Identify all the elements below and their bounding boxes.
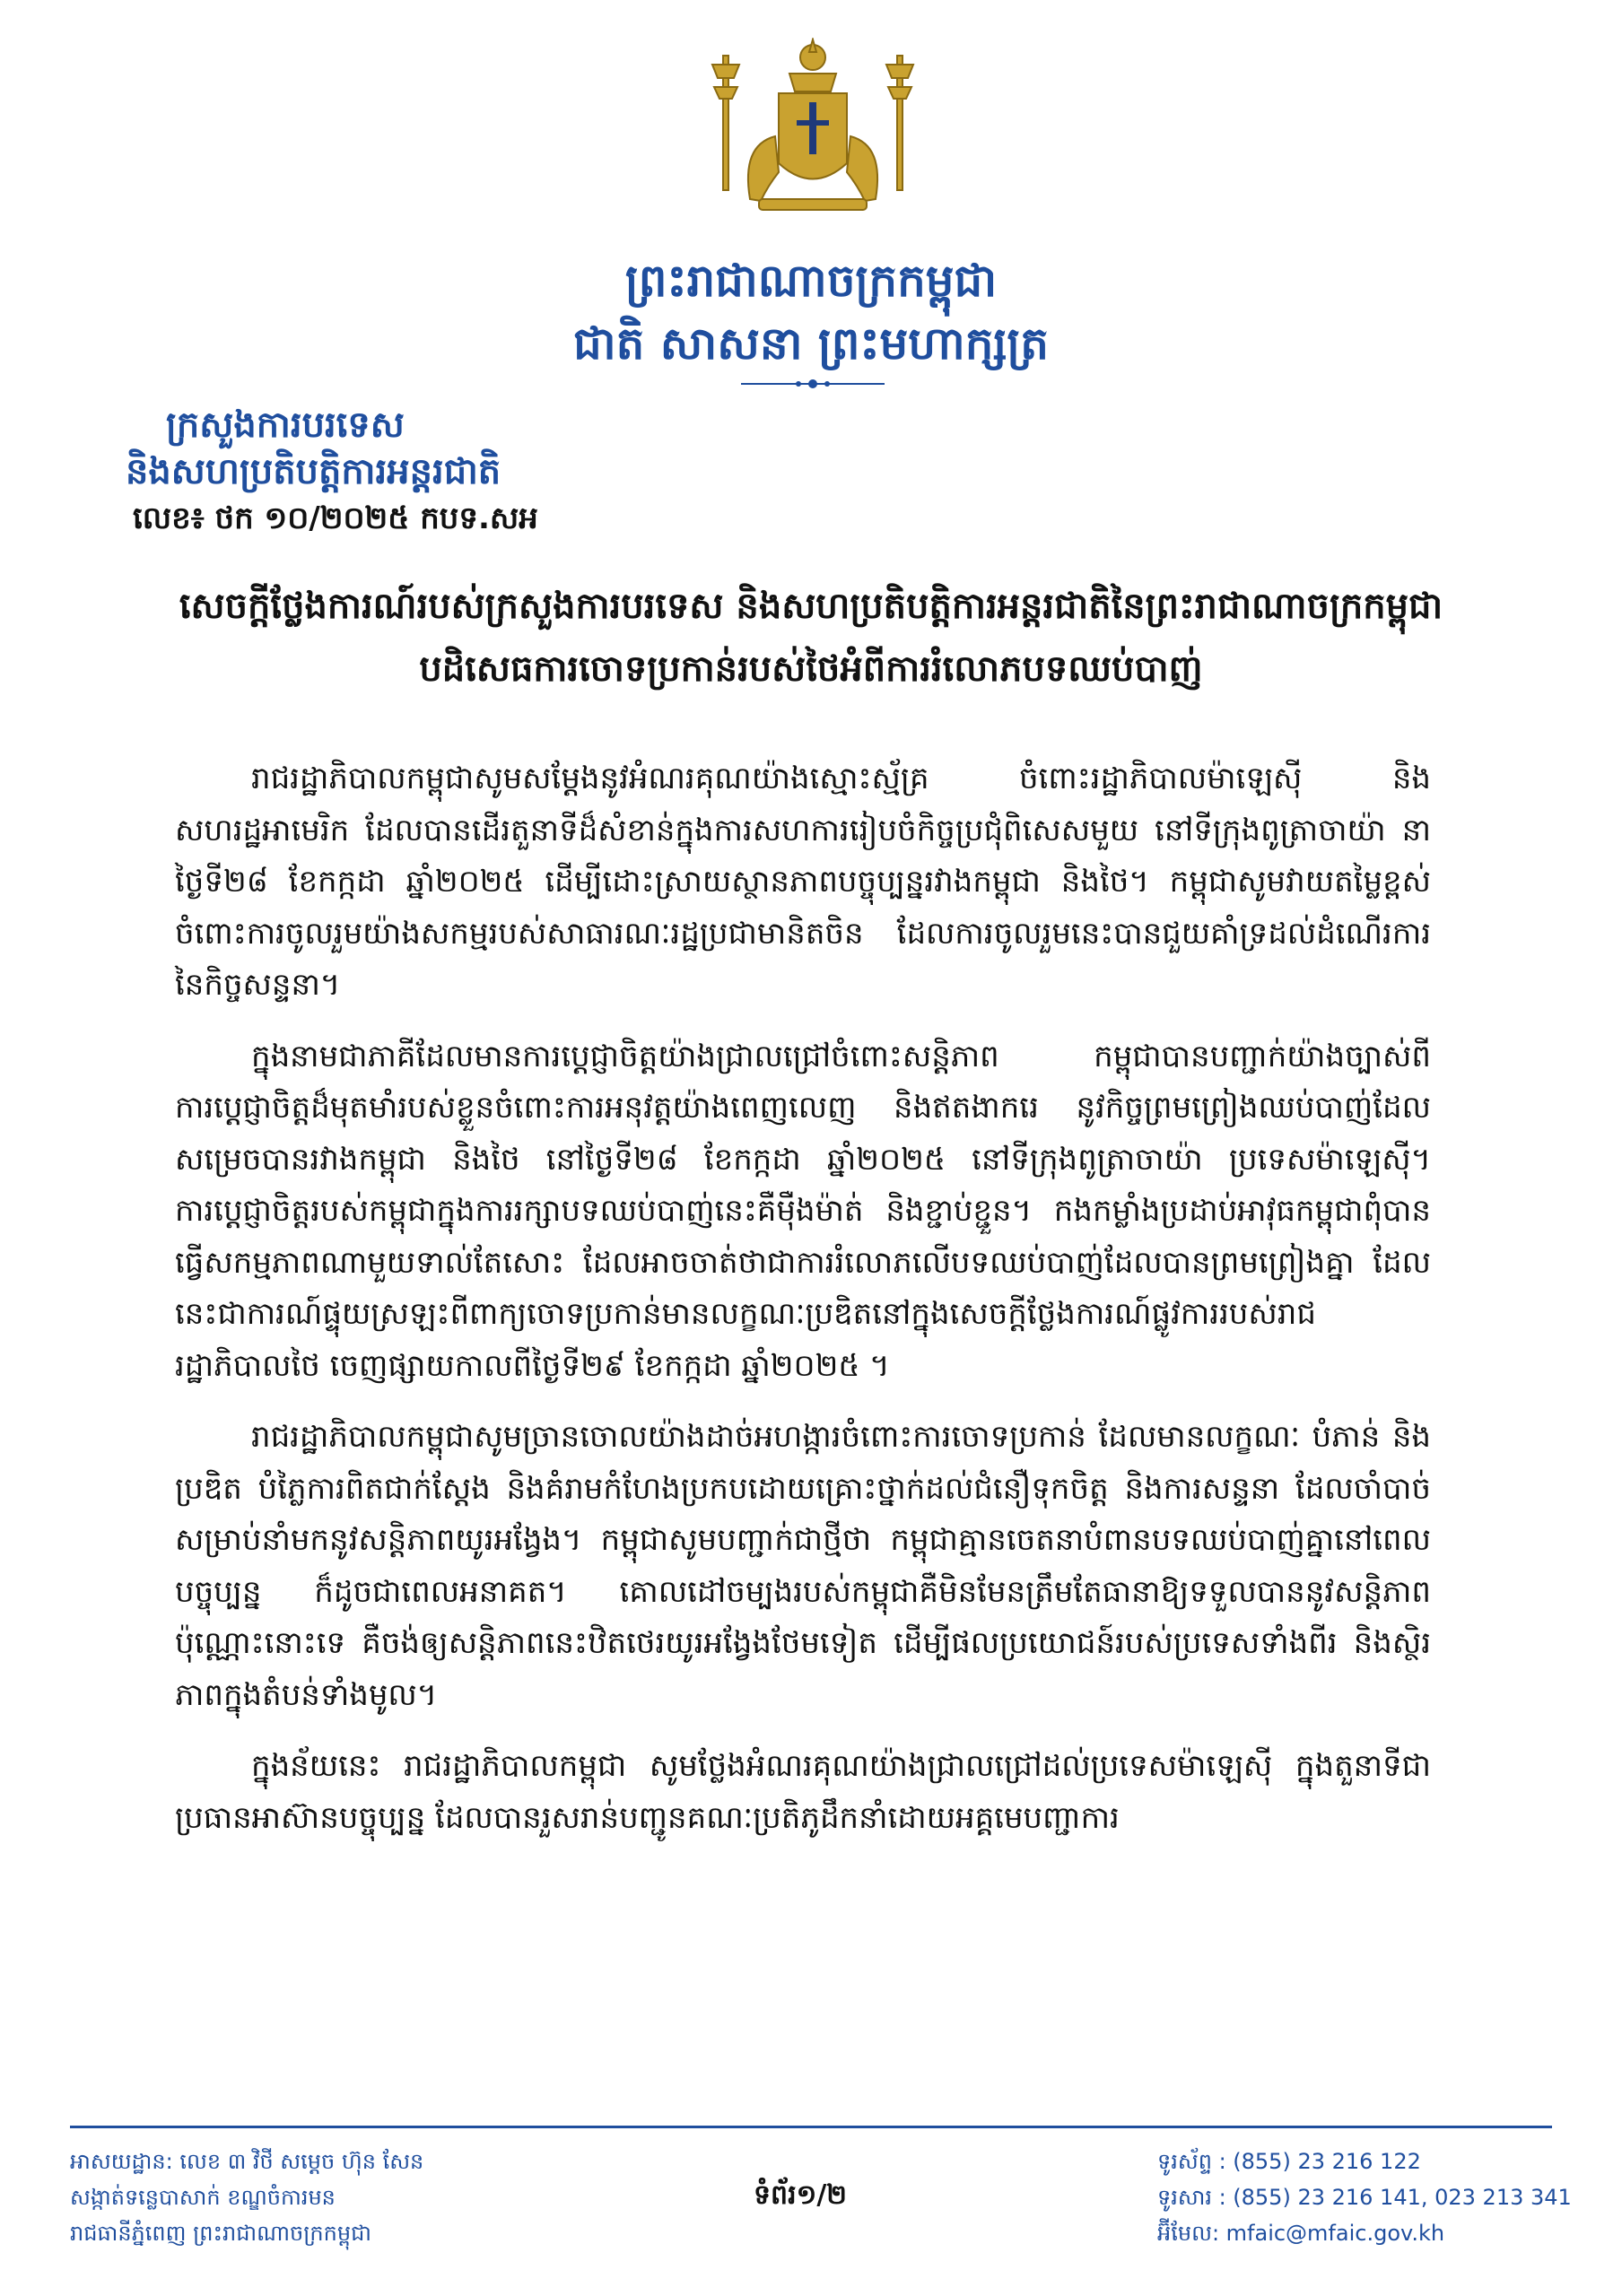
ornament-divider-icon (741, 375, 885, 393)
footer-contact (1157, 2144, 1579, 2251)
kingdom-name: ព្រះរាជាណាចក្រកម្ពុជា (624, 255, 998, 307)
ministry-name-line1: ក្រសួងការបរទេស (166, 404, 405, 446)
address-line-1: អាសយដ្ឋាន: លេខ ៣ វិថី សម្តេច ហ៊ុន សែន (70, 2149, 424, 2174)
contact-phone: ទូរស័ព្ទ : (855) 23 216 122 (1157, 2149, 1421, 2174)
address-line-3: រាជធានីភ្នំពេញ ព្រះរាជាណាចក្រកម្ពុជា (70, 2221, 371, 2246)
ministry-name-line2: និងសហប្រតិបត្តិការអន្តរជាតិ (126, 451, 501, 492)
footer-divider (70, 2126, 1552, 2128)
address-line-2: សង្កាត់ទន្លេបាសាក់ ខណ្ឌចំការមន (70, 2185, 336, 2210)
body-paragraph-1: រាជរដ្ឋាភិបាលកម្ពុជាសូមសម្តែងនូវអំណរគុណយ៉ាងស្មោះស្ម័គ្រ ចំពោះរដ្ឋាភិបាលម៉ាឡេស៊ី និងសហរដ្ឋអាមេរិក ដែលបានដើរតួនាទីដ៏សំខាន់ក្នុងការសហការរៀបចំកិច្ចប្រជុំពិសេសមួយ នៅទីក្រុងពូត្រាចាយ៉ា នាថ្ងៃទី២៨ ខែកក្កដា ឆ្នាំ២០២៥ ដើម្បីដោះស្រាយស្ថានភាពបច្ចុប្បន្នរវាងកម្ពុជា និងថៃ។ កម្ពុជាសូមវាយតម្លៃខ្ពស់ចំពោះការចូលរួមយ៉ាងសកម្មរបស់សាធារណៈរដ្ឋប្រជាមានិតចិន ដែលការចូលរួមនេះបានជួយគាំទ្រដល់ដំណើរការនៃកិច្ចសន្ទនា។ (175, 761, 1431, 1003)
reference-number: លេខ៖ ថក ១០/២០២៥ កបទ.សអ (133, 500, 538, 536)
contact-email[interactable]: អ៊ីមែល: mfaic@mfaic.gov.kh (1157, 2221, 1445, 2246)
body-paragraph-3: រាជរដ្ឋាភិបាលកម្ពុជាសូមច្រានចោលយ៉ាងដាច់អហង្ការចំពោះការចោទប្រកាន់ ដែលមានលក្ខណៈ បំភាន់ និងប្រឌិត បំភ្លៃការពិតជាក់ស្តែង និងគំរាមកំហែងប្រកបដោយគ្រោះថ្នាក់ដល់ជំនឿទុកចិត្ត និងការសន្ទនា ដែលចាំបាច់សម្រាប់នាំមកនូវសន្តិភាពយូរអង្វែង។ កម្ពុជាសូមបញ្ជាក់ជាថ្មីថា កម្ពុជាគ្មានចេតនាបំពានបទឈប់បាញ់គ្នានៅពេលបច្ចុប្បន្ន ក៏ដូចជាពេលអនាគត។ គោលដៅចម្បងរបស់កម្ពុជាគឺមិនមែនត្រឹមតែធានាឱ្យទទួលបាននូវសន្តិភាពប៉ុណ្ណោះនោះទេ គឺចង់ឲ្យសន្តិភាពនេះឋិតថេរយូរអង្វែងថែមទៀត ដើម្បីផលប្រយោជន៍របស់ប្រទេសទាំងពីរ និងស្ថិរភាពក្នុងតំបន់ទាំងមូល។ (175, 1419, 1431, 1713)
document-title-line1: សេចក្តីថ្លែងការណ៍របស់ក្រសួងការបរទេស និងសហប្រតិបត្តិការអន្តរជាតិនៃព្រះរាជាណាចក្រកម្ពុជា (179, 586, 1443, 627)
statement-body (175, 753, 1431, 1864)
body-paragraph-2: ក្នុងនាមជាភាគីដែលមានការប្តេជ្ញាចិត្តយ៉ាងជ្រាលជ្រៅចំពោះសន្តិភាព កម្ពុជាបានបញ្ជាក់យ៉ាងច្បាស់ពីការប្តេជ្ញាចិត្តដ៏មុតមាំរបស់ខ្លួនចំពោះការអនុវត្តយ៉ាងពេញលេញ និងឥតងាករេ នូវកិច្ចព្រមព្រៀងឈប់បាញ់ដែលសម្រេចបានរវាងកម្ពុជា និងថៃ នៅថ្ងៃទី២៨ ខែកក្កដា ឆ្នាំ២០២៥ នៅទីក្រុងពូត្រាចាយ៉ា ប្រទេសម៉ាឡេស៊ី។ ការប្តេជ្ញាចិត្តរបស់កម្ពុជាក្នុងការរក្សាបទឈប់បាញ់នេះគឺម៉ឺងម៉ាត់ និងខ្ជាប់ខ្ជួន។ កងកម្លាំងប្រដាប់អាវុធកម្ពុជាពុំបានធ្វើសកម្មភាពណាមួយទាល់តែសោះ ដែលអាចចាត់ថាជាការរំលោភលើបទឈប់បាញ់ដែលបានព្រមព្រៀងគ្នា ដែលនេះជាការណ៍ផ្ទុយស្រឡះពីពាក្យចោទប្រកាន់មានលក្ខណៈប្រឌិតនៅក្នុងសេចក្តីថ្លែងការណ៍ផ្លូវការរបស់រាជរដ្ឋាភិបាលថៃ ចេញផ្សាយកាលពីថ្ងៃទី២៩ ខែកក្កដា ឆ្នាំ២០២៥ ។ (175, 1038, 1431, 1384)
footer-address (70, 2144, 572, 2251)
page-number: ទំព័រ១/២ (754, 2179, 847, 2211)
document-title-line2: បដិសេធការចោទប្រកាន់របស់ថៃអំពីការរំលោភបទឈប់បាញ់ (419, 648, 1203, 690)
royal-arms-emblem-icon (696, 38, 929, 217)
body-paragraph-4: ក្នុងន័យនេះ រាជរដ្ឋាភិបាលកម្ពុជា សូមថ្លែងអំណរគុណយ៉ាងជ្រាលជ្រៅដល់ប្រទេសម៉ាឡេស៊ី ក្នុងតួនាទីជាប្រធានអាស៊ានបច្ចុប្បន្ន ដែលបានរួសរាន់បញ្ជូនគណៈប្រតិភូដឹកនាំដោយអគ្គមេបញ្ជាការ (175, 1748, 1431, 1836)
kingdom-motto: ជាតិ សាសនា ព្រះមហាក្សត្រ (573, 317, 1049, 370)
contact-fax: ទូរសារ : (855) 23 216 141, 023 213 341 (1157, 2185, 1572, 2210)
